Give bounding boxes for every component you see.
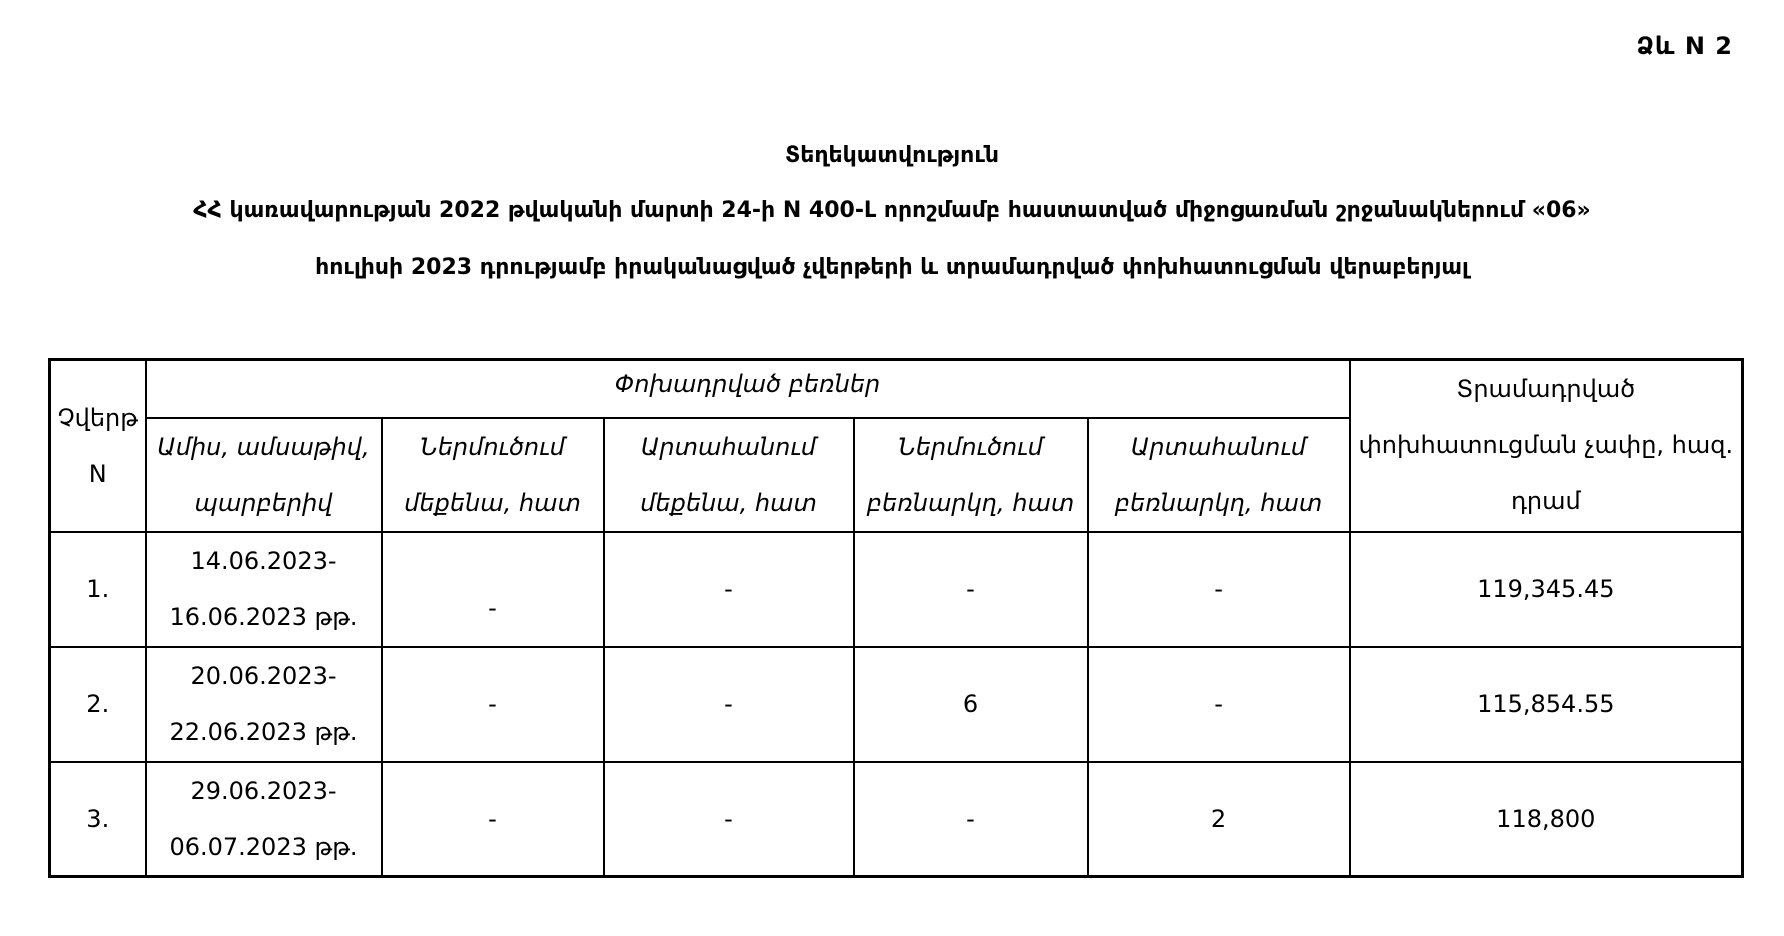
row-period: 20.06.2023- 22.06.2023 թթ.	[146, 647, 382, 762]
header-compensation: Տրամադրված փոխհատուցման չափը, հազ. դրամ	[1350, 360, 1743, 532]
row-import-cargo: -	[854, 762, 1088, 877]
header-export-cargo: Արտահանում բեռնարկղ, հատ	[1088, 418, 1350, 532]
row-period: 14.06.2023- 16.06.2023 թթ.	[146, 532, 382, 647]
row-compensation: 119,345.45	[1350, 532, 1743, 647]
header-transported-cargo: Փոխադրված բեռներ	[146, 360, 1350, 418]
row-number: 1.	[50, 532, 146, 647]
row-export-cargo: -	[1088, 532, 1350, 647]
row-import-cargo: 6	[854, 647, 1088, 762]
row-import-machinery: -	[382, 647, 604, 762]
row-export-machinery: -	[604, 647, 854, 762]
header-import-machinery: Ներմուծում մեքենա, հատ	[382, 418, 604, 532]
table-header-row-1	[50, 360, 1743, 418]
header-period: Ամիս, ամսաթիվ, պարբերիվ	[146, 418, 382, 532]
table-row	[50, 647, 1743, 762]
header-export-machinery: Արտահանում մեքենա, հատ	[604, 418, 854, 532]
document-title: Տեղեկատվություն	[785, 143, 999, 168]
row-number: 2.	[50, 647, 146, 762]
row-import-machinery: -	[382, 762, 604, 877]
header-flight-number: Չվերթ N	[50, 360, 146, 532]
row-export-machinery: -	[604, 762, 854, 877]
document-subtitle-line2: հուլիսի 2023 դրությամբ իրականացված չվերթերի և տրամադրված փոխհատուցման վերաբերյալ	[315, 255, 1469, 280]
table-row	[50, 762, 1743, 877]
row-compensation: 118,800	[1350, 762, 1743, 877]
row-compensation: 115,854.55	[1350, 647, 1743, 762]
table-row	[50, 532, 1743, 647]
header-import-cargo: Ներմուծում բեռնարկղ, հատ	[854, 418, 1088, 532]
row-export-cargo: 2	[1088, 762, 1350, 877]
row-import-cargo: -	[854, 532, 1088, 647]
row-export-cargo: -	[1088, 647, 1350, 762]
row-import-machinery: -	[382, 532, 604, 647]
document-subtitle-line1: ՀՀ կառավարության 2022 թվականի մարտի 24-ի N 400-Լ որոշմամբ հաստատված միջոցառման շրջանակներում «06»	[193, 198, 1591, 223]
flights-table	[48, 358, 1744, 878]
row-period: 29.06.2023- 06.07.2023 թթ.	[146, 762, 382, 877]
row-number: 3.	[50, 762, 146, 877]
form-number: Ձև N 2	[1636, 32, 1733, 60]
row-export-machinery: -	[604, 532, 854, 647]
